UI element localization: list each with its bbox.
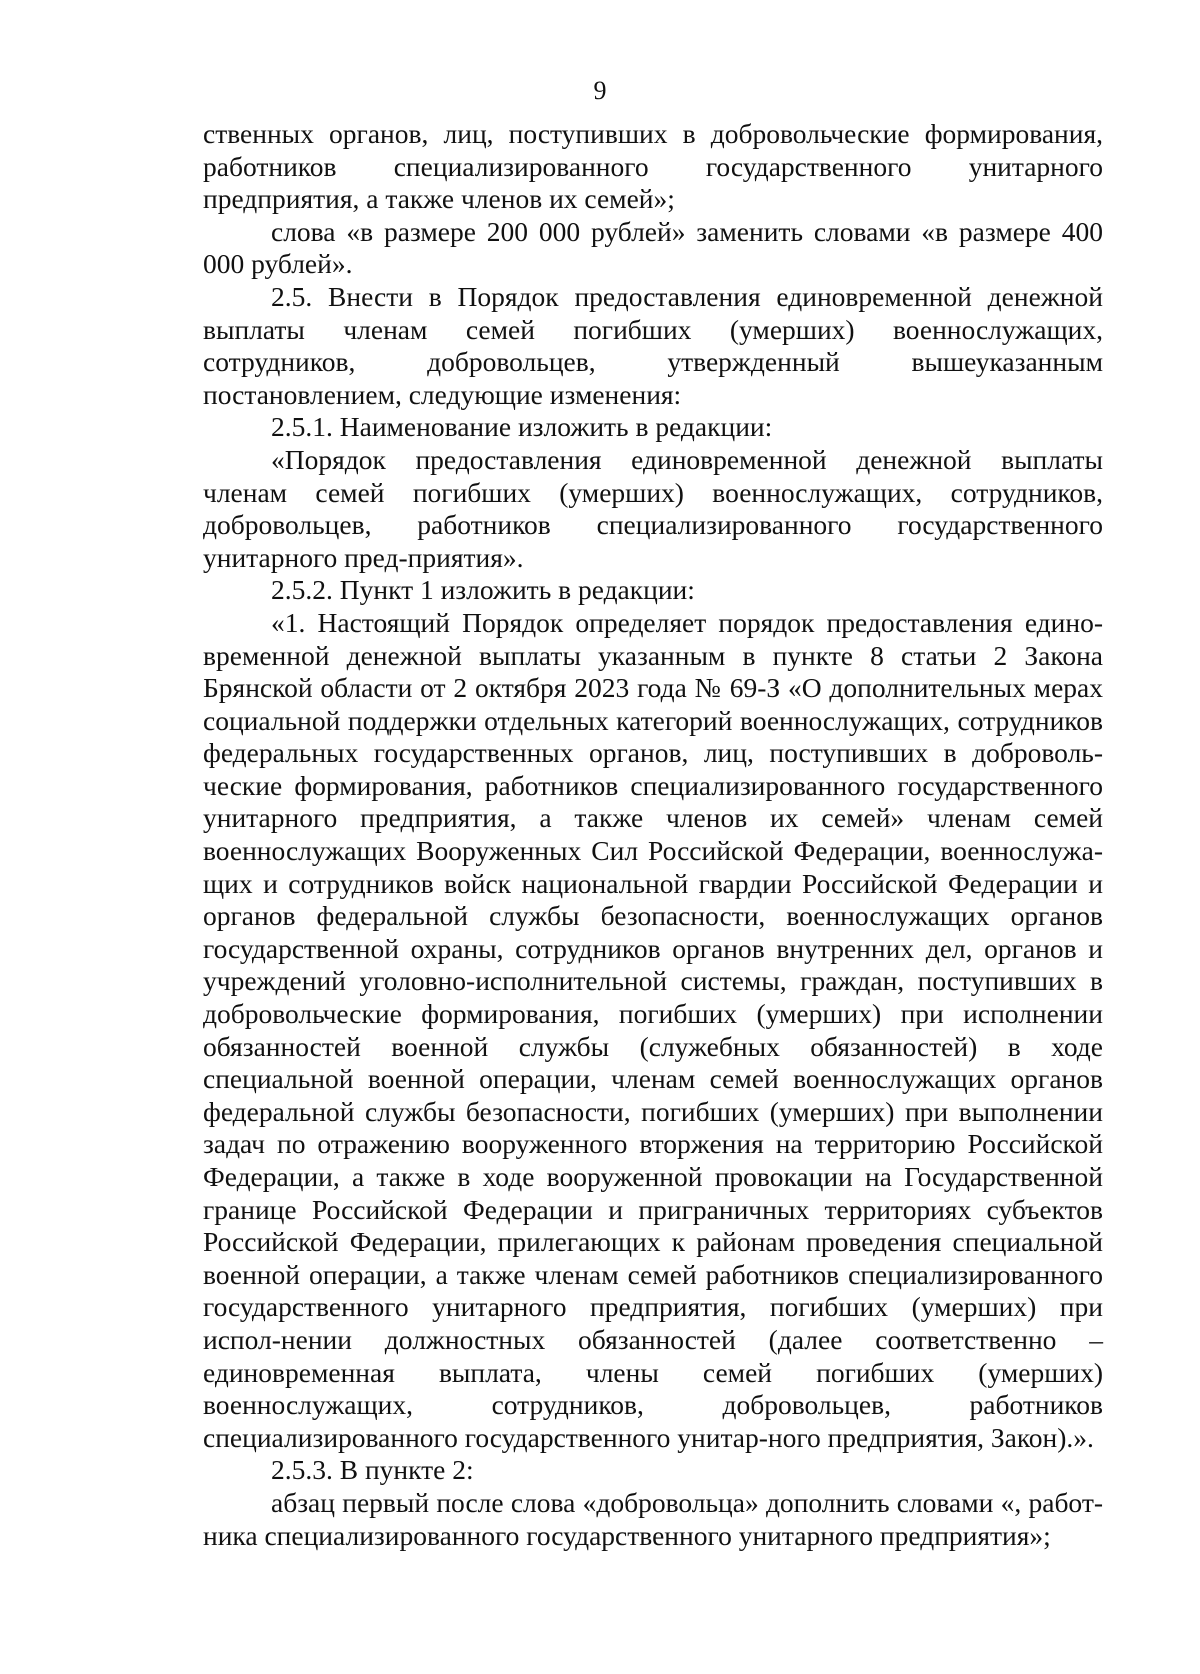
document-body	[203, 118, 1103, 1552]
paragraph-amount-change: слова «в размере 200 000 рублей» заменить словами «в размере 400 000 рублей».	[203, 215, 1103, 280]
paragraph-2-5: 2.5. Внести в Порядок предоставления единовременной денежной выплаты членам семей погибших (умерших) военнослужащих, сотрудников, добровольцев, утвержденный вышеуказанным постановлением, следующие изменения:	[203, 280, 1103, 410]
paragraph-continuation: ственных органов, лиц, поступивших в добровольческие формирования, работников специализированного государственного унитарного предприятия, а также членов их семей»;	[203, 118, 1103, 215]
paragraph-clause-1: «1. Настоящий Порядок определяет порядок предоставления едино-временной денежной выплаты указанным в пункте 8 статьи 2 Закона Брянской области от 2 октября 2023 года № 69-З «О дополнительных мерах социальной поддержки отдельных категорий военнослужащих, сотрудников федеральных государственных органов, лиц, поступивших в доброволь-ческие формирования, работников специализированного государственного унитарного предприятия, а также членов их семей» членам семей военнослужащих Вооруженных Сил Российской Федерации, военнослужа-щих и сотрудников войск национальной гвардии Российской Федерации и органов федеральной службы безопасности, военнослужащих органов государственной охраны, сотрудников органов внутренних дел, органов и учреждений уголовно-исполнительной системы, граждан, поступивших в добровольческие формирования, погибших (умерших) при исполнении обязанностей военной службы (служебных обязанностей) в ходе специальной военной операции, членам семей военнослужащих органов федеральной службы безопасности, погибших (умерших) при выполнении задач по отражению вооруженного вторжения на территорию Российской Федерации, а также в ходе вооруженной провокации на Государственной границе Российской Федерации и приграничных территориях субъектов Российской Федерации, прилегающих к районам проведения специальной военной операции, а также членам семей работников специализированного государственного унитарного предприятия, погибших (умерших) при испол-нении должностных обязанностей (далее соответственно – единовременная выплата, члены семей погибших (умерших) военнослужащих, сотрудников, добровольцев, работников специализированного государственного унитар-ного предприятия, Закон).».	[203, 606, 1103, 1453]
paragraph-2-5-2: 2.5.2. Пункт 1 изложить в редакции:	[271, 574, 695, 606]
paragraph-new-title: «Порядок предоставления единовременной денежной выплаты членам семей погибших (умерших) военнослужащих, сотрудников, добровольцев, работников специализированного государственного унитарного пред-приятия».	[203, 443, 1103, 573]
paragraph-2-5-1: 2.5.1. Наименование изложить в редакции:	[271, 411, 773, 443]
paragraph-first-abzac: абзац первый после слова «добровольца» дополнить словами «, работ-ника специализированного государственного унитарного предприятия»;	[203, 1486, 1103, 1551]
page-number: 9	[593, 76, 607, 105]
paragraph-2-5-3: 2.5.3. В пункте 2:	[271, 1454, 474, 1486]
